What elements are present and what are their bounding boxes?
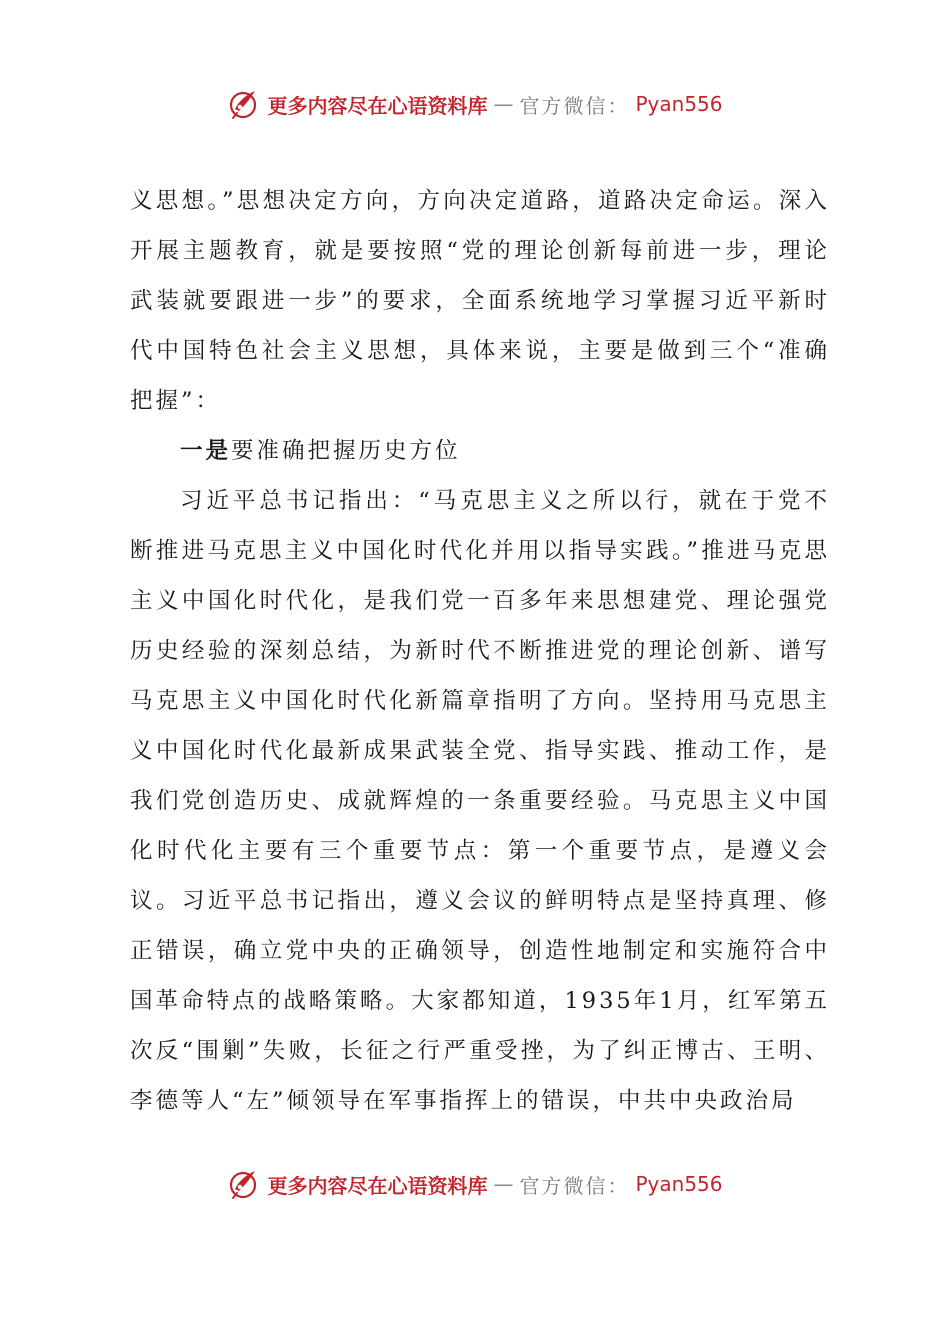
watermark-banner-top: [0, 84, 950, 124]
heading-text: 要准确把握历史方位: [231, 438, 461, 464]
watermark-banner-bottom: [0, 1164, 950, 1204]
quill-pen-logo-icon: [227, 87, 261, 121]
watermark-wechat-label: 官方微信：: [519, 93, 630, 118]
paragraph-continuation: 义思想。”思想决定方向，方向决定道路，道路决定命运。深入开展主题教育，就是要按照“党的理论创新每前进一步，理论武装就要跟进一步”的要求，全面系统地学习掌握习近平新时代中国特色社会主义思想，具体来说，主要是做到三个“准确把握”：: [130, 188, 830, 414]
section-heading: [130, 426, 830, 476]
document-body: [130, 176, 830, 1126]
watermark-content: [227, 87, 722, 121]
paragraph-body: 习近平总书记指出：“马克思主义之所以行，就在于党不断推进马克思主义中国化时代化并用以指导实践。”推进马克思主义中国化时代化，是我们党一百多年来思想建党、理论强党历史经验的深刻总结，为新时代不断推进党的理论创新、谱写马克思主义中国化时代化新篇章指明了方向。坚持用马克思主义中国化时代化最新成果武装全党、指导实践、推动工作，是我们党创造历史、成就辉煌的一条重要经验。马克思主义中国化时代化主要有三个重要节点：第一个重要节点，是遵义会议。习近平总书记指出，遵义会议的鲜明特点是坚持真理、修正错误，确立党中央的正确领导，创造性地制定和实施符合中国革命特点的战略策略。大家都知道，1935年1月，红军第五次反“围剿”失败，长征之行严重受挫，为了纠正博古、王明、李德等人“左”倾领导在军事指挥上的错误，中共中央政治局: [130, 488, 830, 1114]
watermark-content: [227, 1167, 722, 1201]
watermark-separator: —: [493, 1172, 514, 1196]
watermark-separator: —: [493, 92, 514, 116]
watermark-wechat-id: Pyan556: [635, 92, 723, 116]
quill-pen-logo-icon: [227, 1167, 261, 1201]
watermark-wechat-id: Pyan556: [635, 1172, 723, 1196]
watermark-wechat-label: 官方微信：: [519, 1173, 630, 1198]
watermark-brand-text: 更多内容尽在心语资料库: [267, 1173, 488, 1198]
watermark-brand-text: 更多内容尽在心语资料库: [267, 93, 488, 118]
heading-bold-prefix: 一是: [180, 438, 232, 464]
